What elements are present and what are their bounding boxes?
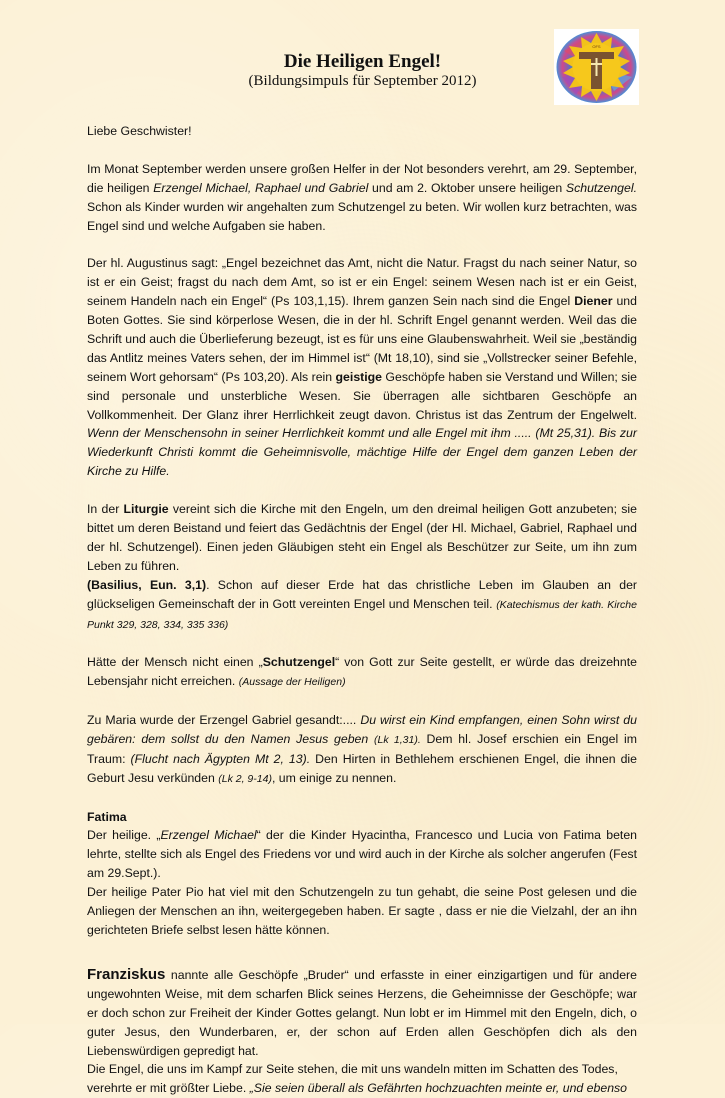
bold-basilius: (Basilius, Eun. 3,1) — [87, 577, 207, 592]
text-run: “ von Gott zur Seite gestellt, er würde das dreizehnte Lebensjahr nicht erreichen. — [87, 655, 637, 689]
heading-fatima: Fatima — [87, 809, 127, 824]
paragraph-basilius — [87, 576, 637, 635]
paragraph-maria — [87, 711, 637, 789]
text-run: Den Hirten in Bethlehem erschienen Engel, die ihnen die Geburt Jesu verkünden — [87, 751, 637, 785]
citation-lk-1-31: (Lk 1,31). — [374, 733, 421, 746]
bold-schutzengel: Schutzengel — [262, 655, 336, 670]
paragraph-augustinus — [87, 254, 637, 481]
text-run: In der — [87, 502, 124, 517]
italic-archangels: Erzengel Michael, Raphael und Gabriel — [153, 180, 369, 195]
document-title: Die Heiligen Engel! — [283, 51, 442, 72]
text-run: Schon als Kinder wurden wir angehalten zum Schutzengel zu beten. Wir wollen kurz betrachten, was Engel sind und welche Aufgaben sie haben. — [87, 199, 637, 233]
greeting: Liebe Geschwister! — [87, 124, 192, 138]
paragraph-franziskus — [87, 966, 637, 1061]
text-run: Die Engel, die uns im Kampf zur Seite stehen, die mit uns wandeln mitten im Schatten des Todes, verehrte er mit größter Liebe. — [87, 1062, 618, 1096]
italic-quote-gefaehrten: „Sie seien überall als Gefährten hochzuachten meinte er, und ebenso — [249, 1081, 628, 1096]
paragraph-pater-pio: Der heilige Pater Pio hat viel mit den Schutzengeln zu tun gehabt, die seine Post gelesen und die Anliegen der Menschen an ihn, weitergegeben haben. Er sagte , dass er nie die Vielzahl, der an ihn gerichteten Briefe selbst lesen hätte können. — [87, 885, 637, 937]
franciscan-tau-cross-logo-icon — [554, 29, 639, 105]
citation-lk-2: (Lk 2, 9-14) — [218, 772, 272, 785]
text-run: . Schon auf dieser Erde hat das christliche Leben im Glauben an der glückseligen Gemeinschaft der in Gott vereinten Engel und Menschen teil. — [87, 577, 638, 611]
text-run: Zu Maria wurde der Erzengel Gabriel gesandt:.... — [87, 713, 361, 728]
text-run: und Boten Gottes. Sie sind körperlose Wesen, die in der hl. Schrift Engel genannt werden. Weil das die Schrift und auch die Überlieferung bezeugt, ist es für uns eine Glaubenswahrheit. Weil sie „beständig das Antlitz meines Vaters sehen, der im Himmel ist“ (Mt 18,10), sind sie „Vollstrecker seiner Befehle, seinem Wort gehorsam“ (Ps 103,20). Als rein — [87, 294, 637, 384]
text-run: Dem hl. Josef erschien ein Engel im Traum: — [87, 731, 637, 766]
italic-flucht: (Flucht nach Ägypten Mt 2, 13). — [130, 751, 311, 766]
text-run: und am 2. Oktober unsere heiligen — [368, 180, 566, 195]
section-heading-fatima — [87, 808, 637, 827]
paragraph-liturgie — [87, 500, 637, 576]
paragraph-september — [87, 160, 637, 236]
citation-heilige: (Aussage der Heiligen) — [238, 676, 346, 689]
bold-liturgie: Liturgie — [123, 502, 169, 517]
text-run: Der hl. Augustinus sagt: „Engel bezeichnet das Amt, nicht die Natur. Fragst du nach seiner Natur, so ist er ein Geist; fragst du nach dem Amt, so ist er ein Engel: seinem Wesen nach ist er ein Geist, seinem Handeln nach ein Engel“ (Ps 103,1,15). Ihrem ganzen Sein nach sind die Engel — [87, 256, 637, 309]
text-run: “ der die Kinder Hyacintha, Francesco und Lucia von Fatima beten lehrte, stellte sich als Engel des Friedens vor und wird auch in der Kirche als solcher angerufen (Fest am 29.Sept.). — [87, 828, 637, 881]
svg-text:OFS: OFS — [592, 44, 601, 49]
paragraph-schutzengel — [87, 653, 637, 692]
text-run: , um einige zu nennen. — [271, 770, 397, 785]
citation-katechismus: (Katechismus der kath. Kirche Punkt 329, 328, 334, 335 336) — [87, 598, 637, 631]
paragraph-engel-kampf — [87, 1060, 637, 1098]
italic-michael: Erzengel Michael — [160, 828, 257, 843]
italic-quote-lk: Du wirst ein Kind empfangen, einen Sohn wirst du gebären: dem sollst du den Namen Jesus geben — [87, 713, 637, 746]
text-run: Im Monat September werden unsere großen Helfer in der Not besonders verehrt, am 29. September, die heiligen — [87, 161, 637, 195]
italic-guardian-angels: Schutzengel. — [565, 180, 637, 195]
text-run: Hätte der Mensch nicht einen „ — [87, 655, 263, 670]
text-run: vereint sich die Kirche mit den Engeln, um den dreimal heiligen Gott anzubeten; sie bittet um deren Beistand und feiert das Gedächtnis der Engel (der Hl. Michael, Gabriel, Raphael und der hl. Schutzengel). Einen jeden Gläubigen steht ein Engel als Beschützer zur Seite, um ihn zum Leben zu führen. — [87, 502, 637, 573]
text-run: nannte alle Geschöpfe „Bruder“ und erfasste in einer einzigartigen und für andere ungewohnten Weise, mit dem scharfen Blick seines Herzens, die Geheimnisse der Geschöpfe; war er doch schon zur Freiheit der Kinder Gottes gelangt. Nun lobt er im Himmel mit den Engeln, dich, o guter Jesus, den Wunderbaren, er, der schon auf Erden allen Geschöpfen dich als den Liebenswürdigen gepredigt hat. — [87, 967, 637, 1058]
italic-quote-mt: Wenn der Menschensohn in seiner Herrlichkeit kommt und alle Engel mit ihm ..... (Mt 25,31). Bis zur Wiederkunft Christi kommt die Geheimnisvolle, mächtige Hilfe der Engel dem ganzen Leben der Kirche zu Hilfe. — [87, 426, 637, 479]
bold-geistige: geistige — [335, 369, 383, 384]
text-run: Geschöpfe haben sie Verstand und Willen; sie sind personale und unsterbliche Wesen. Sie überragen alle sichtbaren Geschöpfe an Vollkommenheit. Der Glanz ihrer Herrlichkeit zeugt davon. Christus ist das Zentrum der Engelwelt. — [87, 369, 637, 422]
bold-diener: Diener — [574, 294, 613, 309]
paragraph-fatima — [87, 826, 637, 883]
document-subtitle: (Bildungsimpuls für September 2012) — [248, 73, 477, 89]
text-run: Der heilige. „ — [87, 828, 161, 843]
document-body — [87, 122, 637, 1098]
bold-franziskus: Franziskus — [87, 965, 166, 983]
